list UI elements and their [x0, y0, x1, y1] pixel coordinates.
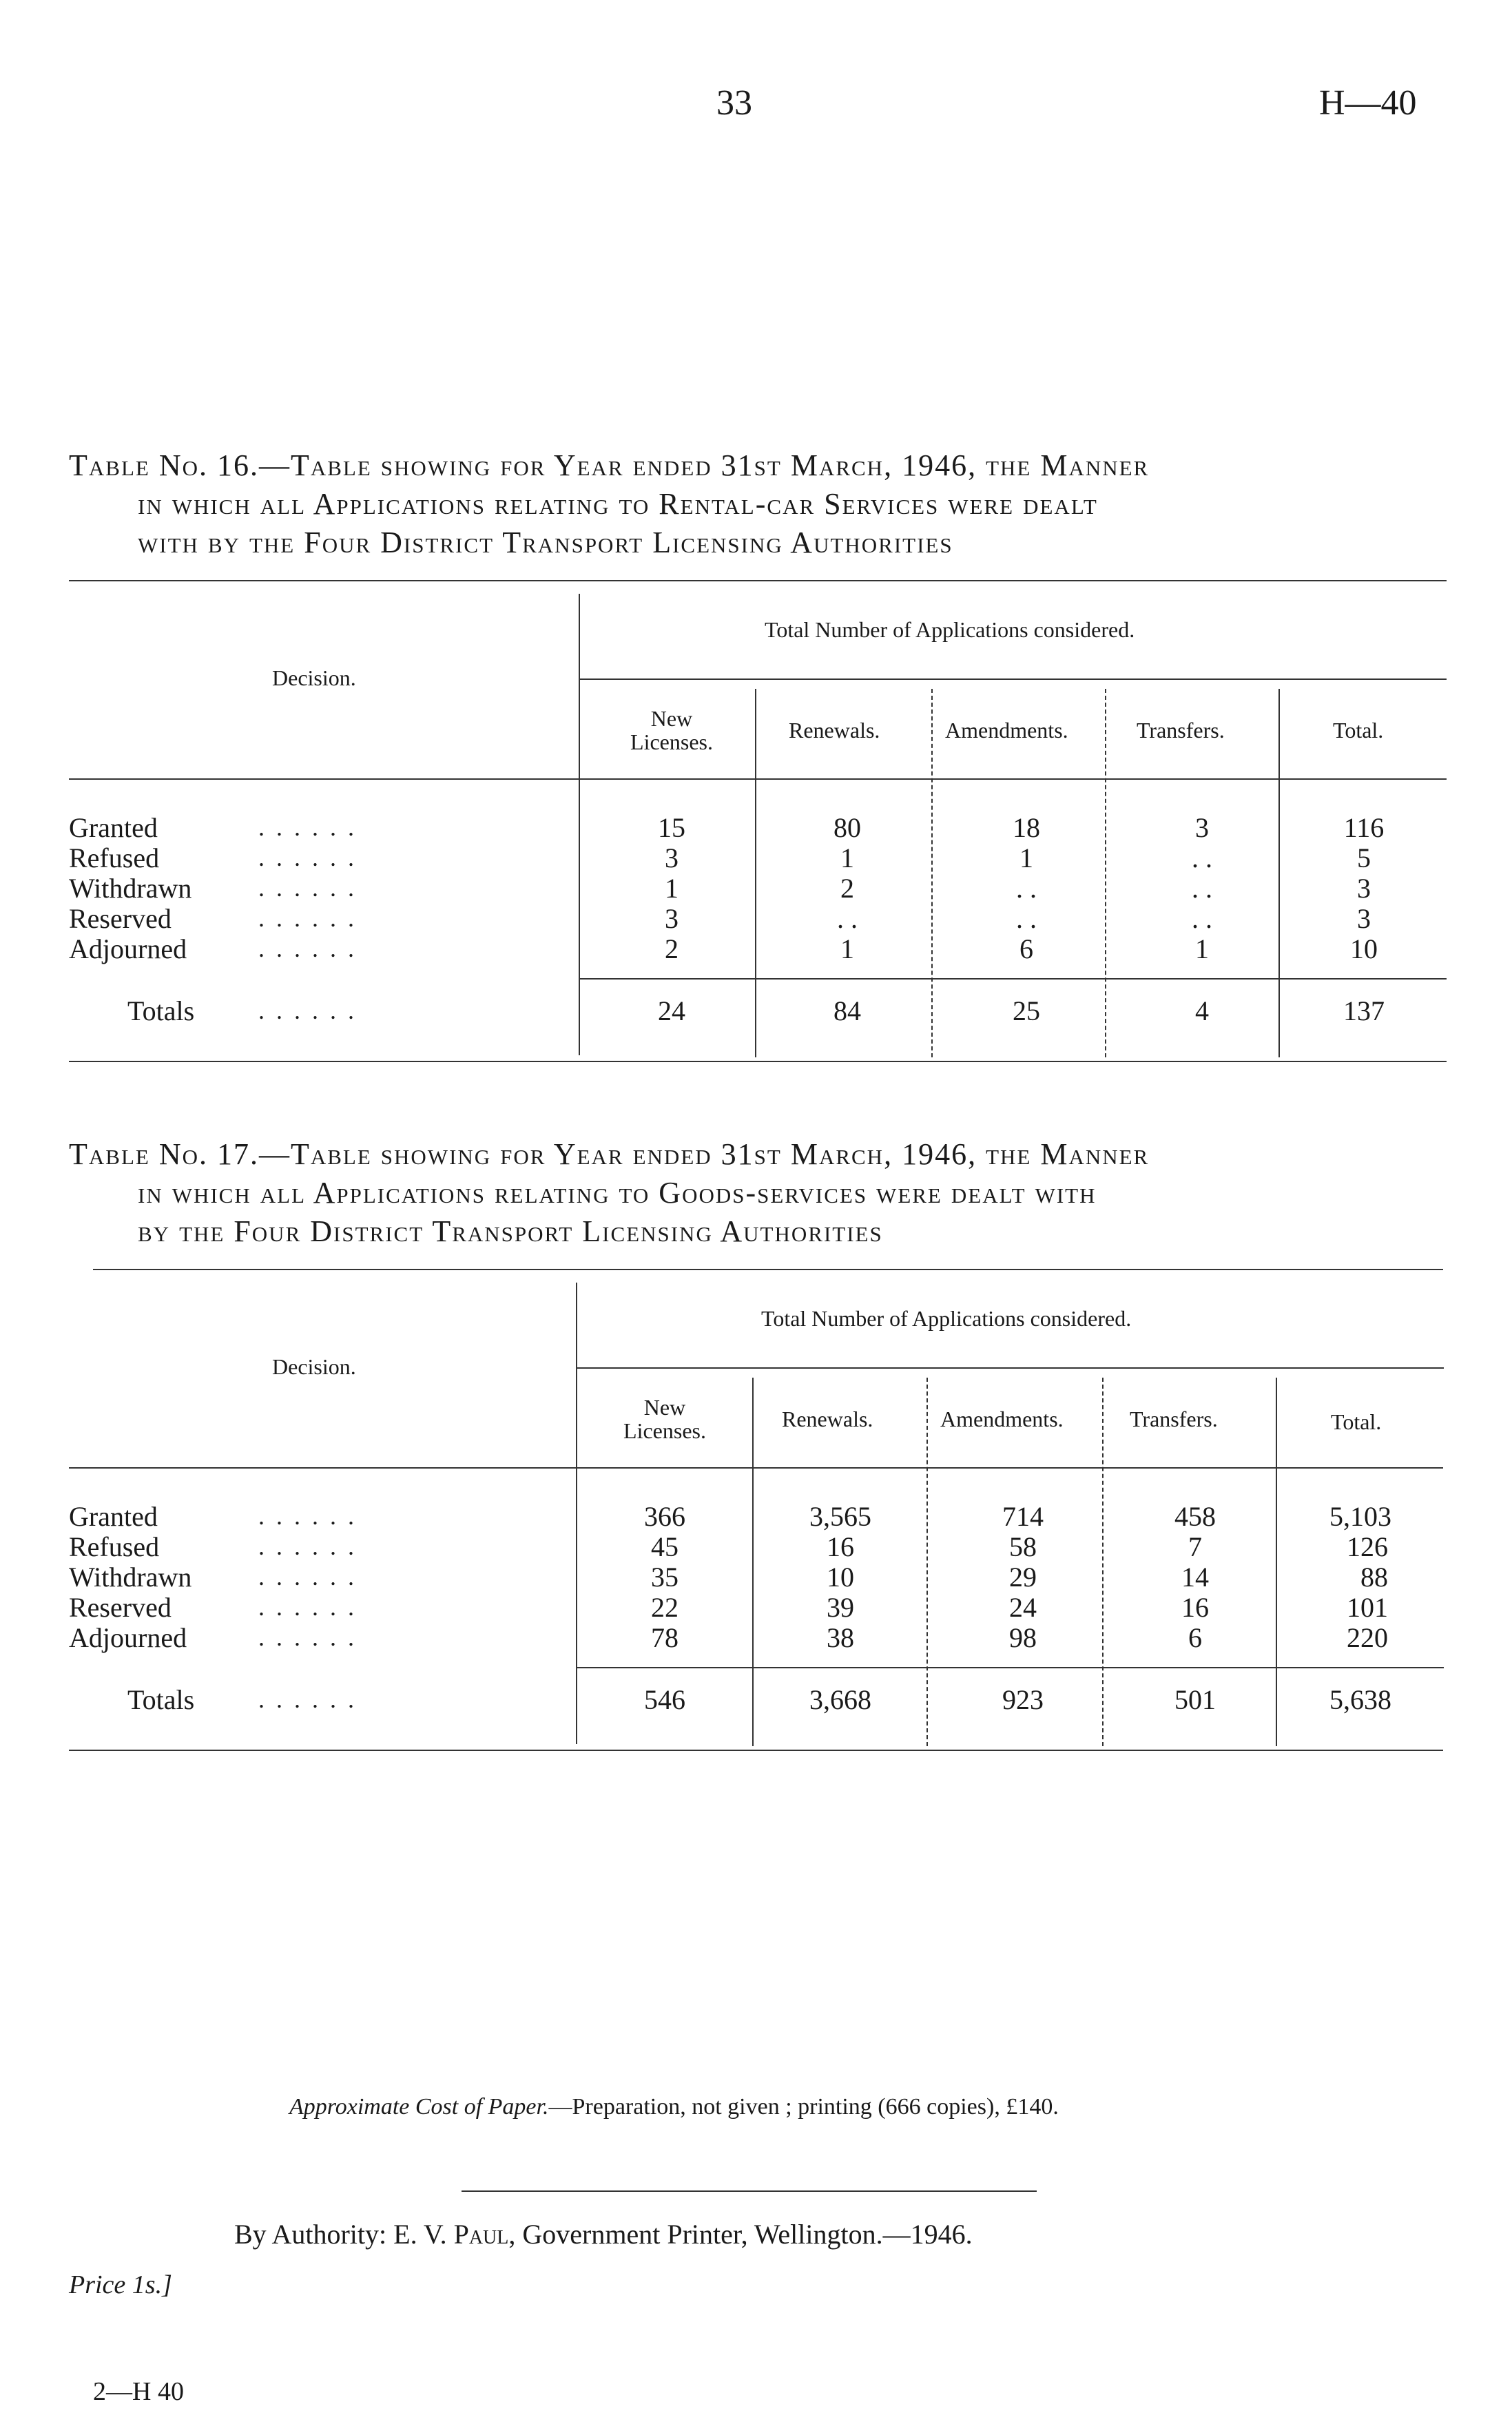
- table-16-top-rule: [69, 580, 1447, 581]
- cell-renewals: 39: [827, 1592, 854, 1623]
- table-16-heading-line2: in which all Applications relating to Rental-car Services were dealt: [138, 487, 1098, 521]
- leader-dots: . . . . . .: [258, 935, 357, 962]
- row-label: Refused: [69, 842, 160, 873]
- table-16-col-group: Total Number of Applications considered.: [765, 617, 1135, 642]
- cell-renewals: 16: [827, 1531, 854, 1562]
- total-total: 137: [1343, 995, 1385, 1026]
- total-transfers: 4: [1195, 995, 1209, 1026]
- cell-new-licenses: 366: [644, 1501, 685, 1532]
- table-16-decision-header: Decision.: [272, 665, 356, 690]
- cell-transfers: 3: [1195, 812, 1209, 843]
- table-17-heading-line3: by the Four District Transport Licensing Authorities: [138, 1214, 883, 1248]
- cell-total: 116: [1343, 812, 1385, 843]
- table-16-col-new-licenses: New Licenses.: [630, 706, 713, 754]
- authority-prefix: By Authority:: [234, 2219, 387, 2250]
- cell-transfers: 1: [1195, 933, 1209, 964]
- table-17-col-total: Total.: [1331, 1409, 1382, 1434]
- cell-renewals: 1: [840, 842, 854, 873]
- leader-dots: . . . . . .: [258, 874, 357, 902]
- page-reference: H—40: [1319, 83, 1417, 123]
- cell-amendments: 18: [1013, 812, 1040, 843]
- row-label: Reserved: [69, 1592, 172, 1623]
- table-16-bottom-rule: [69, 1061, 1447, 1062]
- cell-amendments: . .: [1016, 903, 1037, 934]
- authority-suffix: Government Printer, Wellington.—1946.: [522, 2219, 973, 2250]
- row-label: Withdrawn: [69, 1562, 192, 1593]
- table-16-heading: [69, 446, 1447, 562]
- table-17-heading-line1: Table No. 17.—Table showing for Year ended 31st March, 1946, the Manner: [69, 1137, 1150, 1171]
- table-17-col-group: Total Number of Applications considered.: [761, 1306, 1132, 1331]
- table-17-decision-header: Decision.: [272, 1354, 356, 1379]
- printer-name: E. V. Paul,: [393, 2219, 516, 2250]
- leader-dots: . . . . . .: [258, 844, 357, 871]
- table-17-col-new-licenses: New Licenses.: [623, 1395, 706, 1443]
- cell-transfers: . .: [1192, 903, 1212, 934]
- cell-renewals: 3,565: [809, 1501, 871, 1532]
- table-16-heading-line1: Table No. 16.—Table showing for Year ended 31st March, 1946, the Manner: [69, 448, 1150, 482]
- table-16-divider: [579, 594, 580, 1055]
- table-16-header-rule: [69, 778, 1447, 780]
- sheet-reference: 2—H 40: [93, 2377, 184, 2406]
- row-label: Granted: [69, 1501, 158, 1532]
- table-17-subrule: [576, 1367, 1444, 1369]
- cell-transfers: 16: [1181, 1592, 1209, 1623]
- total-amendments: 923: [1002, 1684, 1044, 1715]
- table-16-col-sep: [1105, 689, 1106, 1057]
- total-amendments: 25: [1013, 995, 1040, 1026]
- table-17-bottom-rule: [69, 1750, 1443, 1751]
- authority-rule: [462, 2190, 1037, 2192]
- table-17-col-sep: [1102, 1378, 1104, 1746]
- row-label: Withdrawn: [69, 873, 192, 904]
- cell-amendments: 98: [1009, 1622, 1037, 1653]
- table-16-col-renewals: Renewals.: [789, 718, 880, 743]
- cell-new-licenses: 22: [651, 1592, 679, 1623]
- cell-amendments: 6: [1019, 933, 1033, 964]
- cell-new-licenses: 35: [651, 1562, 679, 1593]
- cell-amendments: 58: [1009, 1531, 1037, 1562]
- cell-new-licenses: 3: [665, 903, 679, 934]
- cost-label: Approximate Cost of Paper.: [289, 2094, 549, 2120]
- cell-new-licenses: 2: [665, 933, 679, 964]
- table-16-col-transfers: Transfers.: [1137, 718, 1225, 743]
- table-16-col-sep: [1278, 689, 1280, 1057]
- table-17-col-transfers: Transfers.: [1130, 1407, 1218, 1431]
- table-17-header-rule: [69, 1467, 1443, 1469]
- authority-line: [234, 2218, 973, 2250]
- row-label: Refused: [69, 1531, 160, 1562]
- total-renewals: 3,668: [809, 1684, 871, 1715]
- table-17-col-renewals: Renewals.: [782, 1407, 873, 1431]
- leader-dots: . . . . . .: [258, 1593, 357, 1621]
- cell-transfers: 7: [1188, 1531, 1202, 1562]
- table-16-subrule: [579, 678, 1447, 680]
- cell-new-licenses: 3: [665, 842, 679, 873]
- table-17-heading-line2: in which all Applications relating to Goods-services were dealt with: [138, 1176, 1097, 1210]
- cell-total: 88: [1360, 1562, 1388, 1593]
- cell-transfers: . .: [1192, 873, 1212, 904]
- row-label: Reserved: [69, 903, 172, 934]
- table-17-divider: [576, 1283, 577, 1744]
- cost-of-paper-note: [289, 2094, 1059, 2120]
- row-label: Granted: [69, 812, 158, 843]
- total-renewals: 84: [833, 995, 861, 1026]
- cell-renewals: 38: [827, 1622, 854, 1653]
- table-16-col-sep: [755, 689, 756, 1057]
- cell-transfers: . .: [1192, 842, 1212, 873]
- leader-dots: . . . . . .: [258, 1563, 357, 1590]
- table-16-col-total: Total.: [1333, 718, 1384, 743]
- leader-dots: . . . . . .: [258, 1686, 357, 1713]
- cell-new-licenses: 15: [658, 812, 685, 843]
- cell-total: 126: [1347, 1531, 1388, 1562]
- leader-dots: . . . . . .: [258, 1624, 357, 1651]
- cell-renewals: 10: [827, 1562, 854, 1593]
- cell-total: 3: [1357, 873, 1371, 904]
- table-17-heading: [69, 1135, 1447, 1251]
- cell-new-licenses: 1: [665, 873, 679, 904]
- cell-renewals: 1: [840, 933, 854, 964]
- cell-new-licenses: 78: [651, 1622, 679, 1653]
- table-17-col-sep: [926, 1378, 928, 1746]
- table-17-col-sep: [1276, 1378, 1277, 1746]
- cell-transfers: 458: [1174, 1501, 1216, 1532]
- total-transfers: 501: [1174, 1684, 1216, 1715]
- cost-text: —Preparation, not given ; printing (666 copies), £140.: [548, 2094, 1059, 2120]
- table-16-heading-line3: with by the Four District Transport Licensing Authorities: [138, 526, 953, 559]
- cell-amendments: 24: [1009, 1592, 1037, 1623]
- cell-renewals: 2: [840, 873, 854, 904]
- cell-total: 5: [1357, 842, 1371, 873]
- cell-total: 10: [1350, 933, 1378, 964]
- cell-amendments: 29: [1009, 1562, 1037, 1593]
- total-new-licenses: 546: [644, 1684, 685, 1715]
- cell-renewals: 80: [833, 812, 861, 843]
- leader-dots: . . . . . .: [258, 1533, 357, 1560]
- leader-dots: . . . . . .: [258, 814, 357, 841]
- cell-total: 220: [1347, 1622, 1388, 1653]
- row-label: Adjourned: [69, 1622, 187, 1653]
- table-16-totals-rule: [579, 978, 1447, 980]
- totals-label: Totals: [127, 995, 195, 1026]
- cell-total: 101: [1347, 1592, 1388, 1623]
- table-16-col-amendments: Amendments.: [945, 718, 1068, 743]
- table-17-top-rule: [93, 1269, 1443, 1270]
- table-17-col-sep: [752, 1378, 754, 1746]
- cell-transfers: 6: [1188, 1622, 1202, 1653]
- cell-renewals: . .: [837, 903, 858, 934]
- cell-new-licenses: 45: [651, 1531, 679, 1562]
- leader-dots: . . . . . .: [258, 1502, 357, 1530]
- total-total: 5,638: [1329, 1684, 1391, 1715]
- table-17-totals-rule: [576, 1667, 1444, 1668]
- price: Price 1s.]: [69, 2270, 172, 2299]
- cell-total: 5,103: [1329, 1501, 1391, 1532]
- cell-amendments: 1: [1019, 842, 1033, 873]
- table-16-col-sep: [931, 689, 933, 1057]
- cell-amendments: 714: [1002, 1501, 1044, 1532]
- totals-label: Totals: [127, 1684, 195, 1715]
- cell-amendments: . .: [1016, 873, 1037, 904]
- cell-transfers: 14: [1181, 1562, 1209, 1593]
- leader-dots: . . . . . .: [258, 904, 357, 932]
- total-new-licenses: 24: [658, 995, 685, 1026]
- cell-total: 3: [1357, 903, 1371, 934]
- table-17-col-amendments: Amendments.: [940, 1407, 1064, 1431]
- page-number: 33: [716, 83, 752, 123]
- leader-dots: . . . . . .: [258, 997, 357, 1024]
- row-label: Adjourned: [69, 933, 187, 964]
